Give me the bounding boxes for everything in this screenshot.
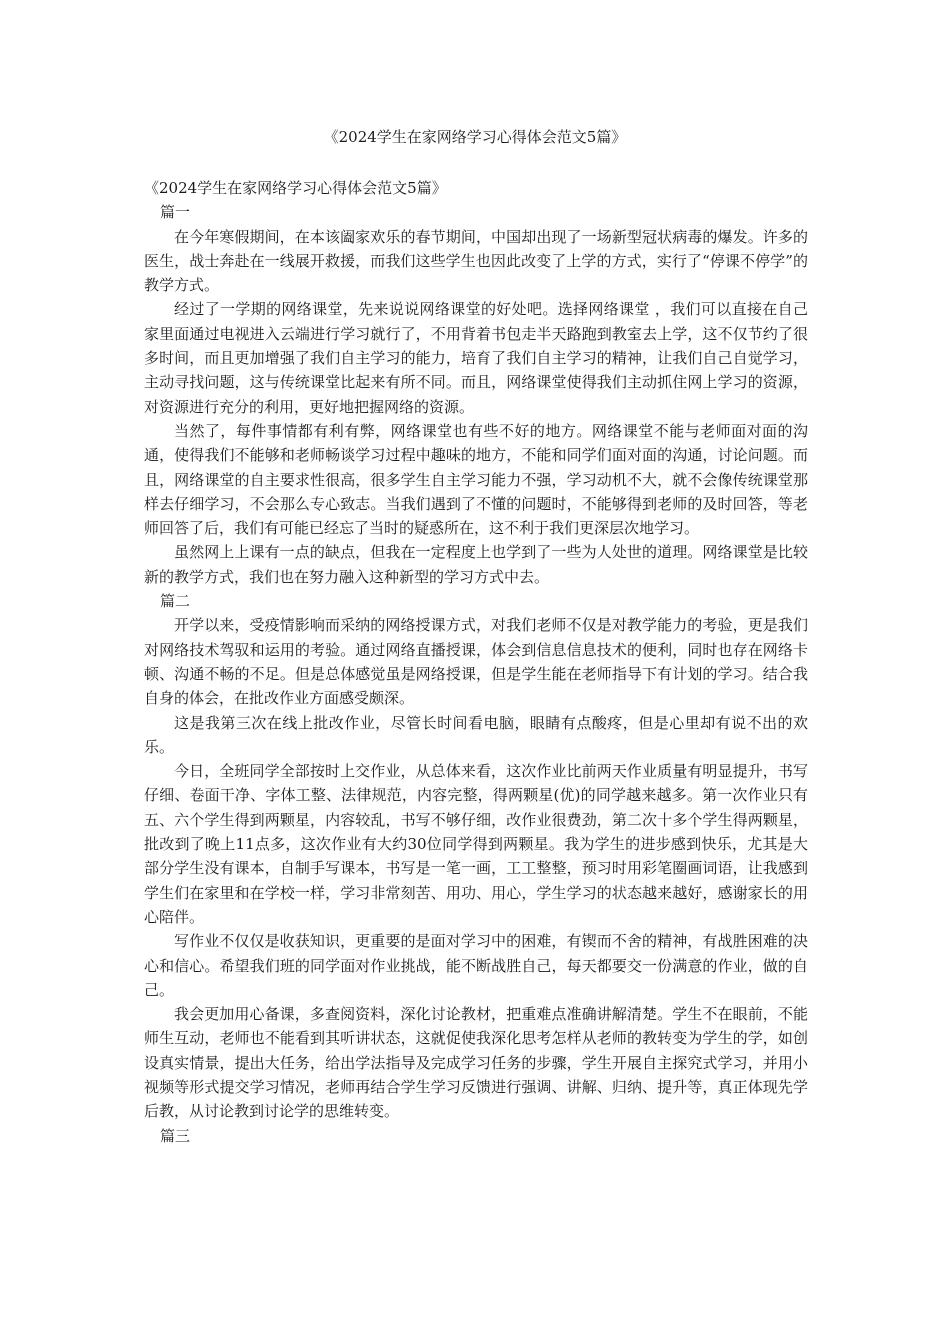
- paragraph: 写作业不仅仅是收获知识，更重要的是面对学习中的困难，有锲而不舍的精神，有战胜困难的决心和信心。希望我们班的同学面对作业挑战，能不断战胜自己，每天都要交一份满意的作业，做的自己。: [144, 932, 808, 999]
- section-heading-1: 篇一: [160, 203, 191, 222]
- paragraph: 经过了一学期的网络课堂，先来说说网络课堂的好处吧。选择网络课堂 ，我们可以直接在自己家里面通过电视进入云端进行学习就行了，不用背着书包走半天路跑到教室去上学，这不仅节约了很多时间，而且更加增强了我们自主学习的能力，培育了我们自主学习的精神，让我们自己自觉学习，主动寻找问题，这与传统课堂比起来有所不同。而且，网络课堂使得我们主动抓住网上学习的资源，对资源进行充分的利用，更好地把握网络的资源。: [144, 300, 808, 416]
- document-body: [144, 176, 808, 1148]
- paragraph: 开学以来，受疫情影响而采纳的网络授课方式，对我们老师不仅是对教学能力的考验，更是我们对网络技术驾驭和运用的考验。通过网络直播授课，体会到信息信息技术的便利，同时也存在网络卡顿、沟通不畅的不足。但是总体感觉虽是网络授课，但是学生能在老师指导下有计划的学习。结合我自身的体会，在批改作业方面感受颇深。: [144, 616, 808, 708]
- section-heading-3: 篇三: [160, 1126, 191, 1145]
- section-heading-2: 篇二: [160, 592, 191, 611]
- paragraph: 虽然网上上课有一点的缺点，但我在一定程度上也学到了一些为人处世的道理。网络课堂是比较新的教学方式，我们也在努力融入这种新型的学习方式中去。: [144, 543, 808, 586]
- paragraph: 这是我第三次在线上批改作业，尽管长时间看电脑，眼睛有点酸疼，但是心里却有说不出的欢乐。: [144, 713, 808, 756]
- paragraph: 在今年寒假期间，在本该阖家欢乐的春节期间，中国却出现了一场新型冠状病毒的爆发。许多的医生，战士奔赴在一线展开救援，而我们这些学生也因此改变了上学的方式，实行了“停课不停学”的教学方式。: [144, 227, 808, 295]
- document-subtitle: 《2024学生在家网络学习心得体会范文5篇》: [144, 179, 447, 197]
- paragraph: 我会更加用心备课，多查阅资料，深化讨论教材，把重难点准确讲解清楚。学生不在眼前，不能师生互动，老师也不能看到其听讲状态，这就促使我深化思考怎样从老师的教转变为学生的学，如创设真实情景，提出大任务，给出学法指导及完成学习任务的步骤，学生开展自主探究式学习，并用小视频等形式提交学习情况，老师再结合学生学习反馈进行强调、讲解、归纳、提升等，真正体现先学后教，从讨论教到讨论学的思维转变。: [144, 1005, 808, 1121]
- paragraph: 当然了，每件事情都有利有弊，网络课堂也有些不好的地方。网络课堂不能与老师面对面的沟通，使得我们不能够和老师畅谈学习过程中趣味的地方，不能和同学们面对面的沟通，讨论问题。而且，网络课堂的自主要求性很高，很多学生自主学习能力不强，学习动机不大，就不会像传统课堂那样去仔细学习，不会那么专心致志。当我们遇到了不懂的问题时，不能够得到老师的及时回答，等老师回答了后，我们有可能已经忘了当时的疑惑所在，这不利于我们更深层次地学习。: [144, 421, 808, 538]
- paragraph: 今日，全班同学全部按时上交作业，从总体来看，这次作业比前两天作业质量有明显提升，书写仔细、卷面干净、字体工整、法律规范，内容完整，得两颗星(优)的同学越来越多。第一次作业只有五、六个学生得到两颗星，内容较乱，书写不够仔细，改作业很费劲，第二次十多个学生得两颗星，批改到了晚上11点多，这次作业有大约30位同学得到两颗星。我为学生的进步感到快乐，尤其是大部分学生没有课本，自制手写课本，书写是一笔一画，工工整整，预习时用彩笔圈画词语，让我感到学生们在家里和在学校一样，学习非常刻苦、用功、用心，学生学习的状态越来越好，感谢家长的用心陪伴。: [144, 762, 808, 926]
- document-title: 《2024学生在家网络学习心得体会范文5篇》: [323, 128, 627, 146]
